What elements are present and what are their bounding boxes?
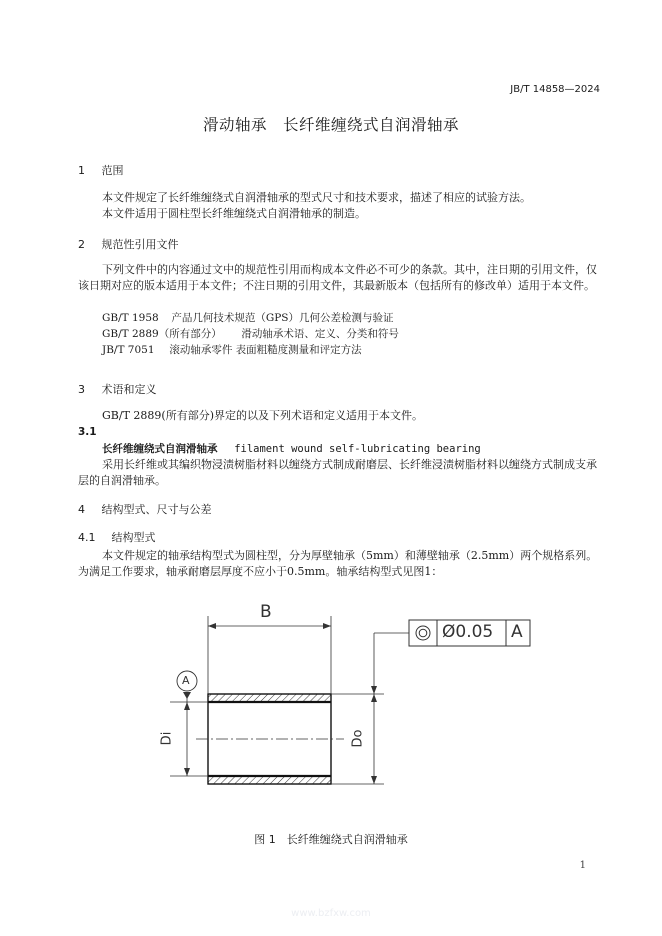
reference-title: 产品几何技术规范（GPS）几何公差检测与验证 — [171, 312, 394, 324]
outer-hatch-bottom — [208, 776, 331, 784]
section-number: 4 — [78, 503, 85, 516]
subsection-title: 结构型式 — [111, 531, 156, 544]
section-title: 结构型式、尺寸与公差 — [101, 503, 212, 516]
width-dimension — [208, 616, 331, 694]
standard-number: JB/T 14858—2024 — [510, 84, 600, 95]
subsection-number: 4.1 — [78, 531, 96, 544]
figure-caption: 图 1 长纤维缠绕式自润滑轴承 — [254, 833, 408, 846]
tolerance-value: Ø0.05 — [442, 622, 494, 642]
reference-code: JB/T 7051 — [102, 344, 155, 356]
footer-watermark: www.bzfxw.com — [291, 908, 371, 919]
section-title: 规范性引用文件 — [101, 238, 179, 251]
term-chinese: 长纤维缠绕式自润滑轴承 — [102, 443, 218, 455]
scope-paragraph-2: 本文件适用于圆柱型长纤维缠绕式自润滑轴承的制造。 — [102, 207, 366, 220]
label-outer-diameter: Do — [350, 729, 366, 748]
section-number: 1 — [78, 164, 85, 177]
structure-paragraph: 本文件规定的轴承结构型式为圆柱型，分为厚壁轴承（5mm）和薄壁轴承（2.5mm）两个规格系列。为满足工作要求，轴承耐磨层厚度不应小于0.5mm。轴承结构型式见图1： — [78, 549, 598, 578]
reference-code: GB/T 2889（所有部分） — [102, 328, 222, 340]
terms-intro: GB/T 2889(所有部分)界定的以及下列术语和定义适用于本文件。 — [102, 409, 423, 422]
term-english: filament wound self-lubricating bearing — [234, 443, 481, 455]
label-datum-a: A — [182, 674, 190, 687]
scope-paragraph-1: 本文件规定了长纤维缠绕式自润滑轴承的型式尺寸和技术要求，描述了相应的试验方法。 — [102, 191, 531, 204]
section-title: 范围 — [101, 164, 124, 177]
reference-title: 滚动轴承零件 表面粗糙度测量和评定方法 — [169, 344, 362, 356]
label-width-b: B — [260, 602, 272, 622]
label-inner-diameter: Di — [159, 731, 175, 746]
section-number: 2 — [78, 238, 85, 251]
section-title: 术语和定义 — [101, 383, 157, 396]
section-number: 3 — [78, 383, 85, 396]
page-number: 1 — [579, 860, 586, 871]
reference-code: GB/T 1958 — [102, 312, 159, 324]
document-title: 滑动轴承 长纤维缠绕式自润滑轴承 — [202, 116, 459, 134]
inner-diameter-dimension — [170, 692, 208, 776]
term-number: 3.1 — [78, 426, 97, 438]
reference-title: 滑动轴承术语、定义、分类和符号 — [241, 328, 399, 340]
bearing-body — [196, 694, 344, 784]
term-definition: 采用长纤维或其编织物浸渍树脂材料以缠绕方式制成耐磨层、长纤维浸渍树脂材料以缠绕方式制成支承层的自润滑轴承。 — [78, 458, 597, 487]
outer-hatch-top — [208, 694, 331, 702]
tolerance-datum: A — [511, 622, 523, 642]
references-intro: 下列文件中的内容通过文中的规范性引用而构成本文件必不可少的条款。其中，注日期的引用文件，仅该日期对应的版本适用于本文件；不注日期的引用文件，其最新版本（包括所有的修改单）适用于本文件。 — [78, 263, 597, 292]
